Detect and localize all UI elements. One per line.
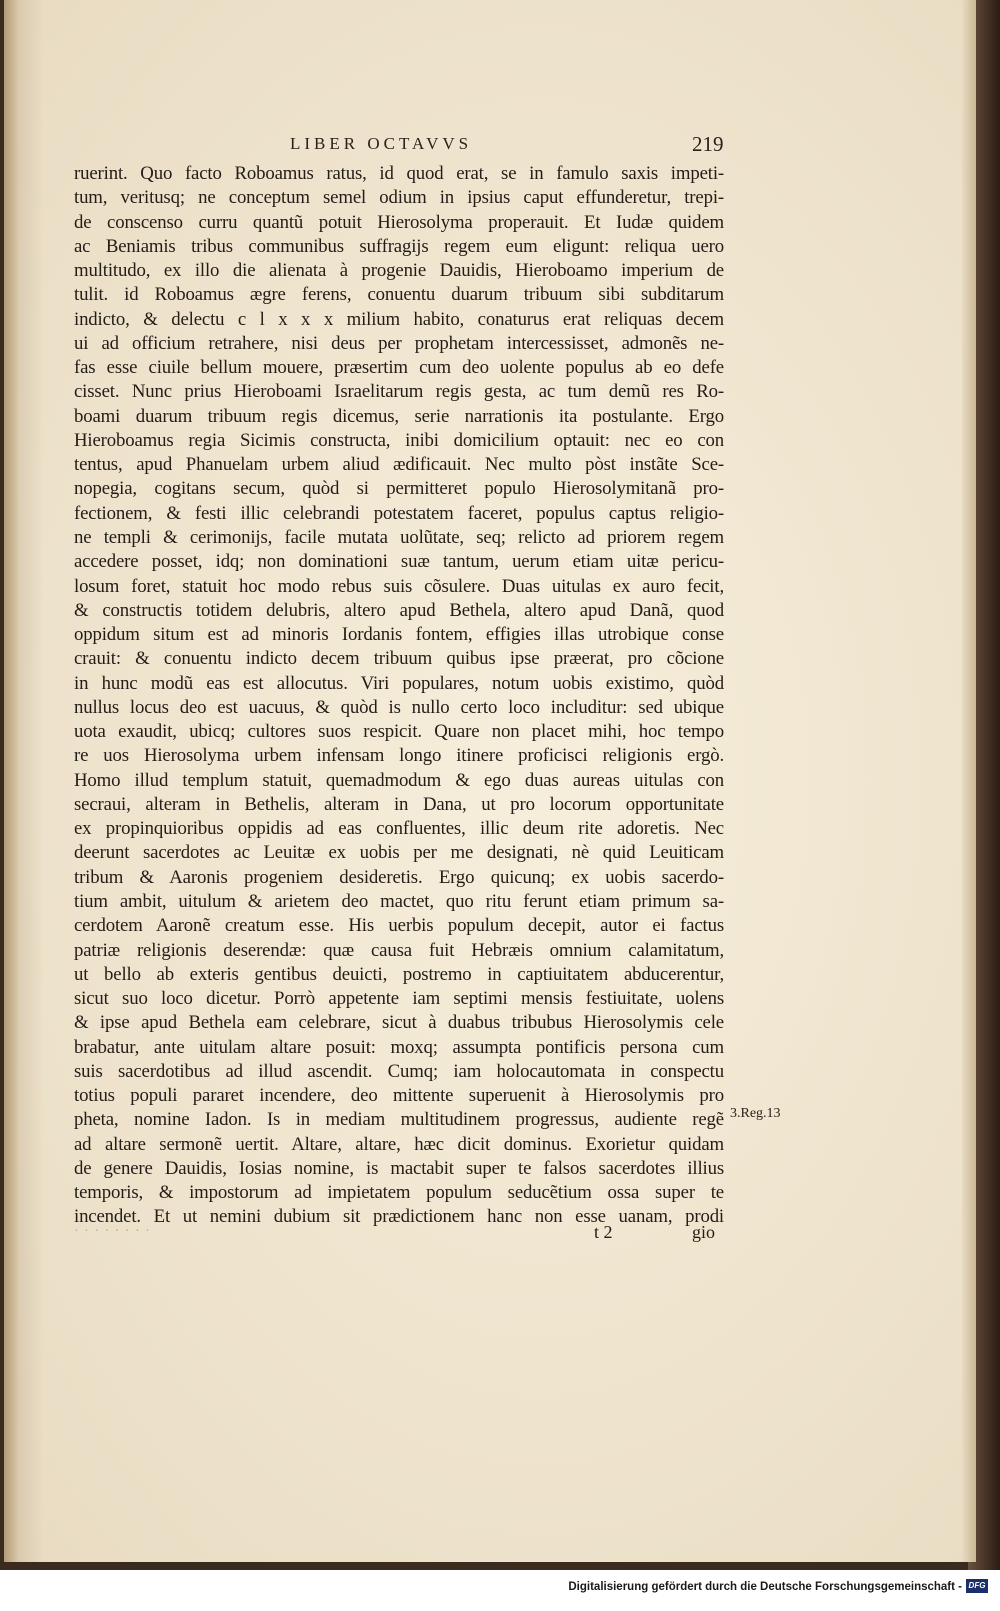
text-line: Homo illud templum statuit, quemadmodum & ego duas aureas uitulas con — [74, 769, 724, 791]
text-line: tum, veritusq; ne conceptum semel odium in ipsius caput effunderetur, trepi- — [74, 187, 724, 209]
catchword: gio — [692, 1222, 716, 1242]
text-line: tentus, apud Phanuelam urbem aliud ædificauit. Nec multo pòst instãte Sce- — [74, 454, 724, 476]
text-line: fectionem, & festi illic celebrandi potestatem faceret, populus captus religio- — [74, 502, 724, 524]
page-fore-edge — [962, 0, 976, 1562]
text-line: accedere posset, idq; non dominationi suæ tantum, uerum etiam uitæ pericu- — [74, 551, 724, 573]
text-line: ac Beniamis tribus communibus suffragijs regem eum eligunt: reliqua uero — [74, 235, 724, 257]
text-line: in hunc modũ eas est allocutus. Viri populares, notum uobis existimo, quòd — [74, 672, 724, 694]
marginal-note: 3.Reg.13 — [730, 1106, 781, 1121]
text-line: brabatur, ante uitulam altare posuit: moxq; assumpta pontificis persona cum — [74, 1036, 724, 1058]
text-line: oppidum situm est ad minoris Iordanis fontem, effigies illas utrobique conse — [74, 624, 724, 646]
page-gutter — [4, 0, 18, 1562]
text-line: losum foret, statuit hoc modo rebus suis cõsulere. Duas uitulas ex auro fecit, — [74, 575, 724, 597]
signature-line — [74, 1222, 724, 1250]
text-line: totius populi pararet incendere, deo mittente superuenit à Hierosolymis pro — [74, 1085, 724, 1107]
text-line: suis sacerdotibus ad illud ascendit. Cumq; iam holocautomata in conspectu — [74, 1060, 724, 1082]
text-line: tium ambit, uitulum & arietem deo mactet, quo ritu ferunt etiam primum sa- — [74, 890, 724, 912]
text-line: tribum & Aaronis progeniem desideretis. Ergo quicunq; ex uobis sacerdo- — [74, 866, 724, 888]
text-line: & constructis totidem delubris, altero apud Bethela, altero apud Danã, quod — [74, 599, 724, 621]
book-page — [4, 0, 976, 1562]
text-line: secraui, alteram in Bethelis, alteram in Dana, ut pro locorum opportunitate — [74, 793, 724, 815]
text-line: nullus locus deo est uacuus, & quòd is nullo certo loco includitur: sed ubique — [74, 696, 724, 718]
text-line: ruerint. Quo facto Roboamus ratus, id quod erat, se in famulo saxis impeti- — [74, 163, 724, 184]
text-line: boami duarum tribuum regis dicemus, serie narrationis ita postulante. Ergo — [74, 405, 724, 427]
text-line: ex propinquioribus oppidis ad eas confluentes, illic deum rite adoretis. Nec — [74, 818, 724, 840]
signature-mark: t 2 — [594, 1222, 613, 1242]
text-line: cisset. Nunc prius Hieroboami Israelitarum regis gesta, ac tum demũ res Ro- — [74, 381, 724, 403]
text-line: temporis, & impostorum ad impietatem populum seducẽtium ossa super te — [74, 1182, 724, 1204]
text-line: crauit: & conuentu indicto decem tribuum quibus ipse præerat, pro cõcione — [74, 648, 724, 670]
body-text — [74, 162, 724, 1230]
text-line: tulit. id Roboamus ægre ferens, conuentu duarum tribuum sibi subditarum — [74, 284, 724, 306]
text-line: ne templi & cerimonijs, facile mutata uolũtate, seq; relicto ad priorem regem — [74, 526, 724, 548]
text-line: ad altare sermonẽ uertit. Altare, altare, hæc dicit dominus. Exorietur quidam — [74, 1133, 724, 1155]
running-head: LIBER OCTAVVS — [290, 134, 473, 153]
text-line: patriæ religionis deserendæ: quæ causa fuit Hebræis omnium calamitatum, — [74, 939, 724, 961]
dfg-logo: DFG — [966, 1579, 988, 1593]
text-line: cerdotem Aaronẽ creatum esse. His uerbis populum decepit, autor ei factus — [74, 915, 724, 937]
text-line: incendet. Et ut nemini dubium sit prædictionem hanc non esse uanam, prodi — [74, 1206, 724, 1228]
text-line: uota exaudit, ubicq; cultores suos respicit. Quare non placet mihi, hoc tempo — [74, 721, 724, 743]
page-number: 219 — [692, 132, 724, 156]
text-line: pheta, nomine Iadon. Is in mediam multitudinem progressus, audiente regẽ — [74, 1109, 724, 1131]
text-line: ut bello ab exteris gentibus deuicti, postremo in captiuitatem abducerentur, — [74, 963, 724, 985]
text-line: Hieroboamus regia Sicimis constructa, inibi domicilium optauit: nec eo con — [74, 429, 724, 451]
text-line: indicto, & delectu c l x x x milium habito, conaturus erat reliquas decem — [74, 308, 724, 330]
text-line: re uos Hierosolyma urbem infensam longo itinere proficisci religionis ergò. — [74, 745, 724, 767]
text-line: ui ad officium retrahere, nisi deus per prophetam intercessisset, admonẽs ne- — [74, 332, 724, 354]
text-line: deerunt sacerdotes ac Leuitæ ex uobis per me designati, nè quid Leuiticam — [74, 842, 724, 864]
text-line: nopegia, cogitans secum, quòd si permitteret populo Hierosolymitanã pro- — [74, 478, 724, 500]
text-line: de conscenso curru quantũ potuit Hierosolyma properauit. Et Iudæ quidem — [74, 211, 724, 233]
text-line: fas esse ciuile bellum mouere, præsertim cum deo uolente populus ab eo defe — [74, 357, 724, 379]
text-line: sicut suo loco dicetur. Porrò appetente iam septimi mensis festiuitate, uolens — [74, 988, 724, 1010]
funding-credit: Digitalisierung gefördert durch die Deutsche Forschungsgemeinschaft - — [568, 1581, 962, 1593]
text-line: multitudo, ex illo die alienata à progenie Dauidis, Hieroboamo imperium de — [74, 260, 724, 282]
text-line: & ipse apud Bethela eam celebrare, sicut à duabus tribubus Hierosolymis cele — [74, 1012, 724, 1034]
faded-ornament: · · · · · · · · — [74, 1224, 151, 1239]
text-line: de genere Dauidis, Iosias nomine, is mactabit super te falsos sacerdotes illius — [74, 1157, 724, 1179]
